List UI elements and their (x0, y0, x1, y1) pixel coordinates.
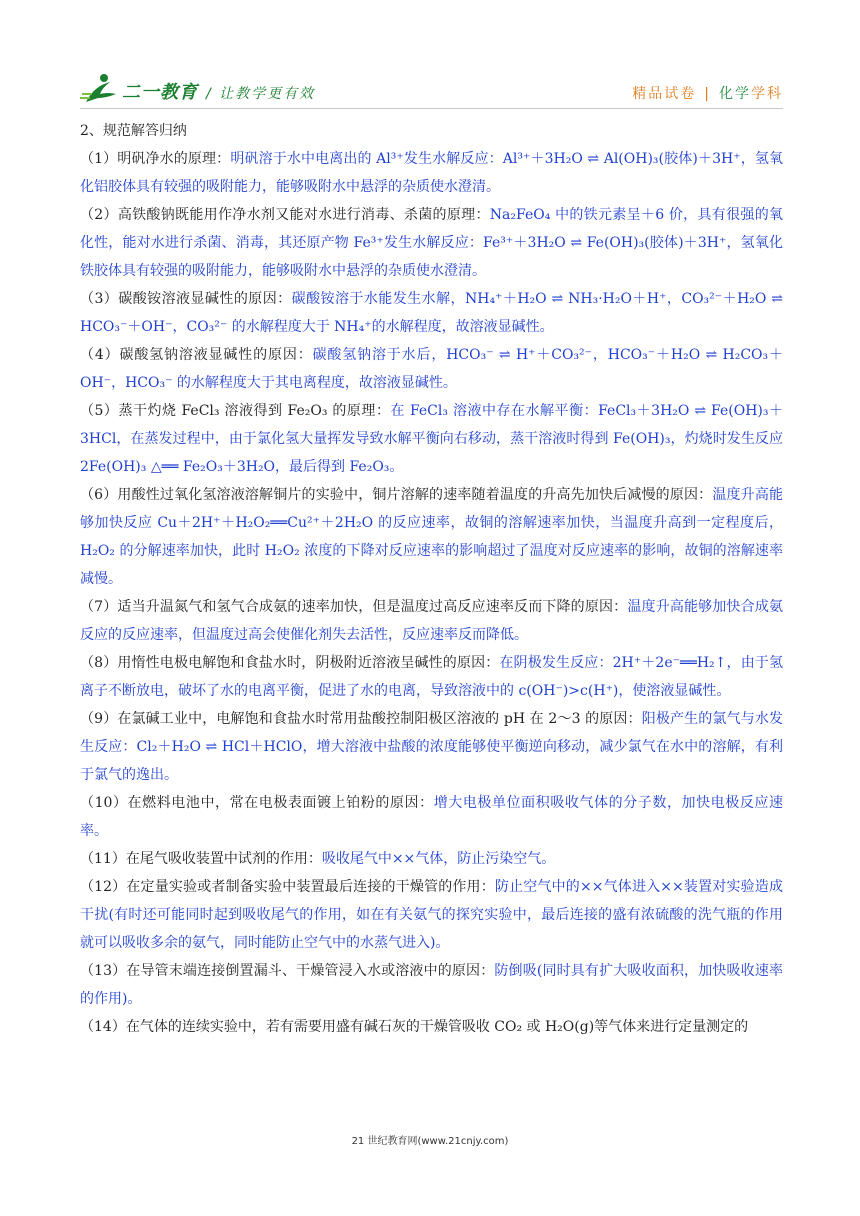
brand-slogan: / 让教学更有效 (206, 86, 316, 102)
question-text: （3）碳酸铵溶液显碱性的原因： (80, 291, 292, 307)
tag-subject-b: 学科 (751, 86, 783, 102)
runner-logo-icon (80, 72, 122, 106)
question-text: （10）在燃料电池中，常在电极表面镀上铂粉的原因： (80, 795, 434, 811)
page-header (80, 72, 783, 106)
list-item (80, 593, 783, 649)
question-text: （6）用酸性过氧化氢溶液溶解铜片的实验中，铜片溶解的速率随着温度的升高先加快后减慢的原因： (80, 487, 713, 503)
answer-text: 防倒吸(同时具有扩大吸收面积，加快吸收速率的作用)。 (80, 963, 783, 1007)
tag-separator: | (704, 86, 711, 102)
answer-text: 在阴极发生反应：2H⁺＋2e⁻══H₂↑，由于氢离子不断放电，破坏了水的电离平衡，促进了水的电离，导致溶液中的 c(OH⁻)>c(H⁺)，使溶液显碱性。 (80, 655, 784, 699)
answer-text: 温度升高能够加快合成氨反应的反应速率，但温度过高会使催化剂失去活性，反应速率反而降低。 (80, 599, 784, 643)
answer-text: 温度升高能够加快反应 Cu＋2H⁺＋H₂O₂══Cu²⁺＋2H₂O 的反应速率，故铜的溶解速率加快，当温度升高到一定程度后，H₂O₂ 的分解速率加快，此时 H₂O₂ 浓度的下降对反应速率的影响超过了温度对反应速率的影响，故铜的溶解速率减慢。 (80, 487, 784, 587)
answer-text: 吸收尾气中××气体，防止污染空气。 (321, 851, 556, 867)
answer-text: 碳酸氢钠溶于水后，HCO₃⁻ ⇌ H⁺＋CO₃²⁻，HCO₃⁻＋H₂O ⇌ H₂CO₃＋OH⁻，HCO₃⁻ 的水解程度大于其电离程度，故溶液显碱性。 (80, 347, 783, 391)
answer-text: Na₂FeO₄ 中的铁元素呈＋6 价，具有很强的氧化性，能对水进行杀菌、消毒，其还原产物 Fe³⁺发生水解反应：Fe³⁺＋3H₂O ⇌ Fe(OH)₃(胶体)＋3H⁺，氢氧化铁胶体具有较强的吸附能力，能够吸附水中悬浮的杂质使水澄清。 (80, 207, 784, 279)
list-item (80, 873, 783, 957)
list-item (80, 649, 783, 705)
list-item (80, 845, 783, 873)
question-text: （11）在尾气吸收装置中试剂的作用： (80, 851, 322, 867)
list-item (80, 957, 783, 1013)
list-item (80, 705, 783, 789)
question-text: （2）高铁酸钠既能用作净水剂又能对水进行消毒、杀菌的原理： (80, 207, 490, 223)
question-text: （9）在氯碱工业中，电解饱和食盐水时常用盐酸控制阳极区溶液的 pH 在 2～3 的原因： (80, 711, 642, 727)
question-text: （12）在定量实验或者制备实验中装置最后连接的干燥管的作用： (80, 879, 495, 895)
tag-subject-a: 化学 (719, 86, 751, 102)
list-item (80, 789, 783, 845)
section-title: 2、规范解答归纳 (80, 123, 187, 139)
list-item (80, 481, 783, 593)
tag-left: 精品试卷 (632, 86, 697, 102)
question-text: （8）用惰性电极电解饱和食盐水时，阴极附近溶液呈碱性的原因： (80, 655, 500, 671)
question-text: （1）明矾净水的原理： (80, 151, 231, 167)
answer-text: 防止空气中的××气体进入××装置对实验造成干扰(有时还可能同时起到吸收尾气的作用，如在有关氨气的探究实验中，最后连接的盛有浓硫酸的洗气瓶的作用就可以吸收多余的氨气，同时能防止空气中的水蒸气进入)。 (80, 879, 783, 951)
question-text: （13）在导管末端连接倒置漏斗、干燥管浸入水或溶液中的原因： (80, 963, 495, 979)
answer-text: 增大电极单位面积吸收气体的分子数，加快电极反应速率。 (80, 795, 783, 839)
answer-text: 碳酸铵溶于水能发生水解，NH₄⁺＋H₂O ⇌ NH₃·H₂O＋H⁺，CO₃²⁻＋H₂O ⇌ HCO₃⁻＋OH⁻，CO₃²⁻ 的水解程度大于 NH₄⁺的水解程度，故溶液显碱性。 (80, 291, 783, 335)
header-divider (80, 108, 783, 109)
header-tag (632, 83, 783, 103)
list-item (80, 1013, 783, 1041)
question-text: （14）在气体的连续实验中，若有需要用盛有碱石灰的干燥管吸收 CO₂ 或 H₂O(g)等气体来进行定量测定的 (80, 1019, 749, 1035)
brand-name: 二一教育 (122, 82, 198, 103)
list-item (80, 397, 783, 481)
list-item (80, 201, 783, 285)
answer-text: 阳极产生的氯气与水发生反应：Cl₂＋H₂O ⇌ HCl＋HClO，增大溶液中盐酸的浓度能够使平衡逆向移动，减少氯气在水中的溶解，有利于氯气的逸出。 (80, 711, 784, 783)
answer-text: 明矾溶于水中电离出的 Al³⁺发生水解反应：Al³⁺＋3H₂O ⇌ Al(OH)₃(胶体)＋3H⁺，氢氧化铝胶体具有较强的吸附能力，能够吸附水中悬浮的杂质使水澄清。 (80, 151, 783, 195)
list-item (80, 285, 783, 341)
question-text: （5）蒸干灼烧 FeCl₃ 溶液得到 Fe₂O₃ 的原理： (80, 403, 391, 419)
list-item (80, 145, 783, 201)
question-text: （4）碳酸氢钠溶液显碱性的原因： (80, 347, 313, 363)
document-body (80, 117, 783, 1041)
list-item (80, 341, 783, 397)
tag-subject (719, 86, 783, 102)
question-text: （7）适当升温氮气和氢气合成氨的速率加快，但是温度过高反应速率反而下降的原因： (80, 599, 628, 615)
answer-text: 在 FeCl₃ 溶液中存在水解平衡：FeCl₃＋3H₂O ⇌ Fe(OH)₃＋3HCl，在蒸发过程中，由于氯化氢大量挥发导致水解平衡向右移动，蒸干溶液时得到 Fe(OH)₃，灼烧时发生反应 2Fe(OH)₃ △══ Fe₂O₃＋3H₂O，最后得到 Fe₂O₃。 (80, 403, 783, 475)
page-footer: 21 世纪教育网(www.21cnjy.com) (351, 1136, 509, 1147)
